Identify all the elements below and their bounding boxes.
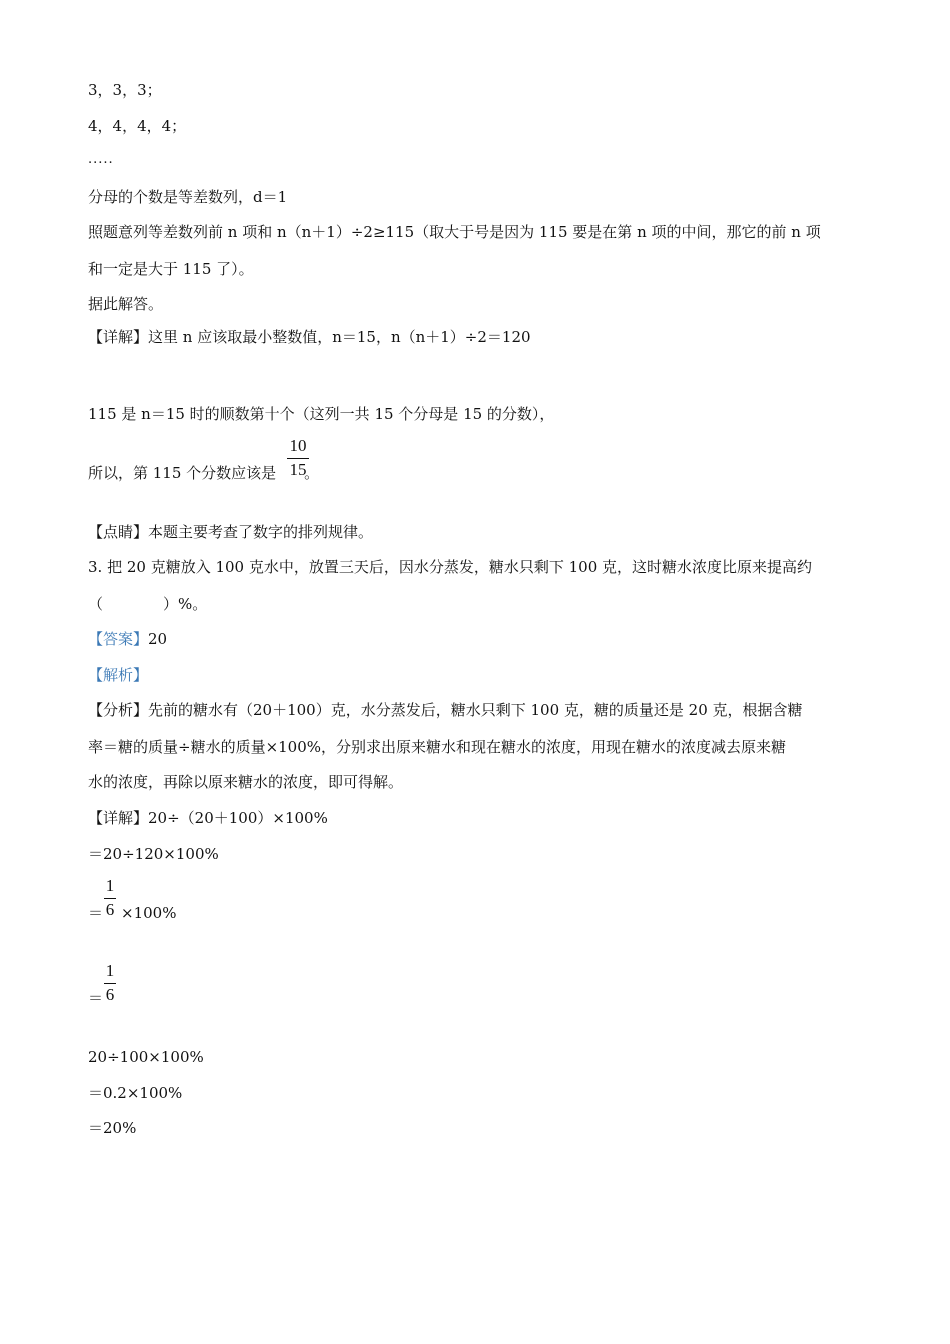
fraction-numerator: 1	[105, 876, 115, 895]
analysis-label: 【解析】	[88, 666, 149, 684]
detail-step-5: 20÷100×100%	[88, 1048, 204, 1066]
detail-step-6: ＝0.2×100%	[88, 1084, 183, 1102]
detail-step-4	[88, 988, 103, 1008]
line-6: 和一定是大于 115 了）。	[88, 260, 254, 278]
detail-line-1: 【详解】这里 n 应该取最小整数值，n＝15，n（n＋1）÷2＝120	[88, 328, 531, 346]
question-3-line-2: （ ）%。	[88, 595, 208, 613]
fenxi-line-1: 【分析】先前的糖水有（20＋100）克，水分蒸发后，糖水只剩下 100 克，糖的质量还是 20 克，根据含糖	[88, 701, 803, 719]
line-9: 115 是 n＝15 时的顺数第十个（这列一共 15 个分母是 15 的分数），	[88, 405, 555, 423]
line-4: 分母的个数是等差数列，d＝1	[88, 188, 288, 206]
detail-step-3-suffix: ×100%	[121, 904, 177, 922]
fraction-denominator: 15	[289, 460, 307, 479]
line-7: 据此解答。	[88, 295, 164, 313]
detail-step-3	[88, 903, 176, 923]
line-10	[88, 463, 319, 483]
fenxi-line-2: 率＝糖的质量÷糖水的质量×100%，分别求出原来糖水和现在糖水的浓度，用现在糖水的浓度减去原来糖	[88, 738, 787, 756]
line-10-suffix: 。	[304, 464, 320, 482]
fraction-numerator: 1	[105, 961, 115, 980]
answer-label: 【答案】	[88, 630, 149, 648]
fraction-denominator: 6	[105, 985, 115, 1004]
answer-value: 20	[148, 630, 168, 648]
fraction-bar	[104, 983, 116, 984]
detail-step-7: ＝20%	[88, 1119, 137, 1137]
fraction-denominator: 6	[105, 900, 115, 919]
fraction-10-15	[287, 436, 309, 480]
detail-step-3-prefix: ＝	[88, 904, 104, 922]
line-2: 4，4，4，4；	[88, 117, 187, 135]
line-1: 3，3，3；	[88, 81, 162, 99]
ellipsis: .....	[88, 152, 114, 167]
detail-step-1: 【详解】20÷（20＋100）×100%	[88, 809, 328, 827]
fenxi-line-3: 水的浓度，再除以原来糖水的浓度，即可得解。	[88, 773, 404, 791]
question-3-line-1: 3. 把 20 克糖放入 100 克水中，放置三天后，因水分蒸发，糖水只剩下 100 克，这时糖水浓度比原来提高约	[88, 558, 813, 576]
detail-step-2: ＝20÷120×100%	[88, 845, 219, 863]
fraction-numerator: 10	[289, 436, 307, 455]
detail-step-4-prefix: ＝	[88, 989, 104, 1007]
fraction-bar	[287, 458, 309, 459]
line-10-prefix: 所以，第 115 个分数应该是	[88, 464, 277, 482]
fraction-bar	[104, 898, 116, 899]
dianjing-line: 【点睛】本题主要考查了数字的排列规律。	[88, 523, 374, 541]
line-5: 照题意列等差数列前 n 项和 n（n＋1）÷2≥115（取大于号是因为 115 要是在第 n 项的中间，那它的前 n 项	[88, 223, 821, 241]
answer-line	[88, 629, 167, 649]
fraction-1-6-b	[104, 961, 116, 1005]
fraction-1-6-a	[104, 876, 116, 920]
